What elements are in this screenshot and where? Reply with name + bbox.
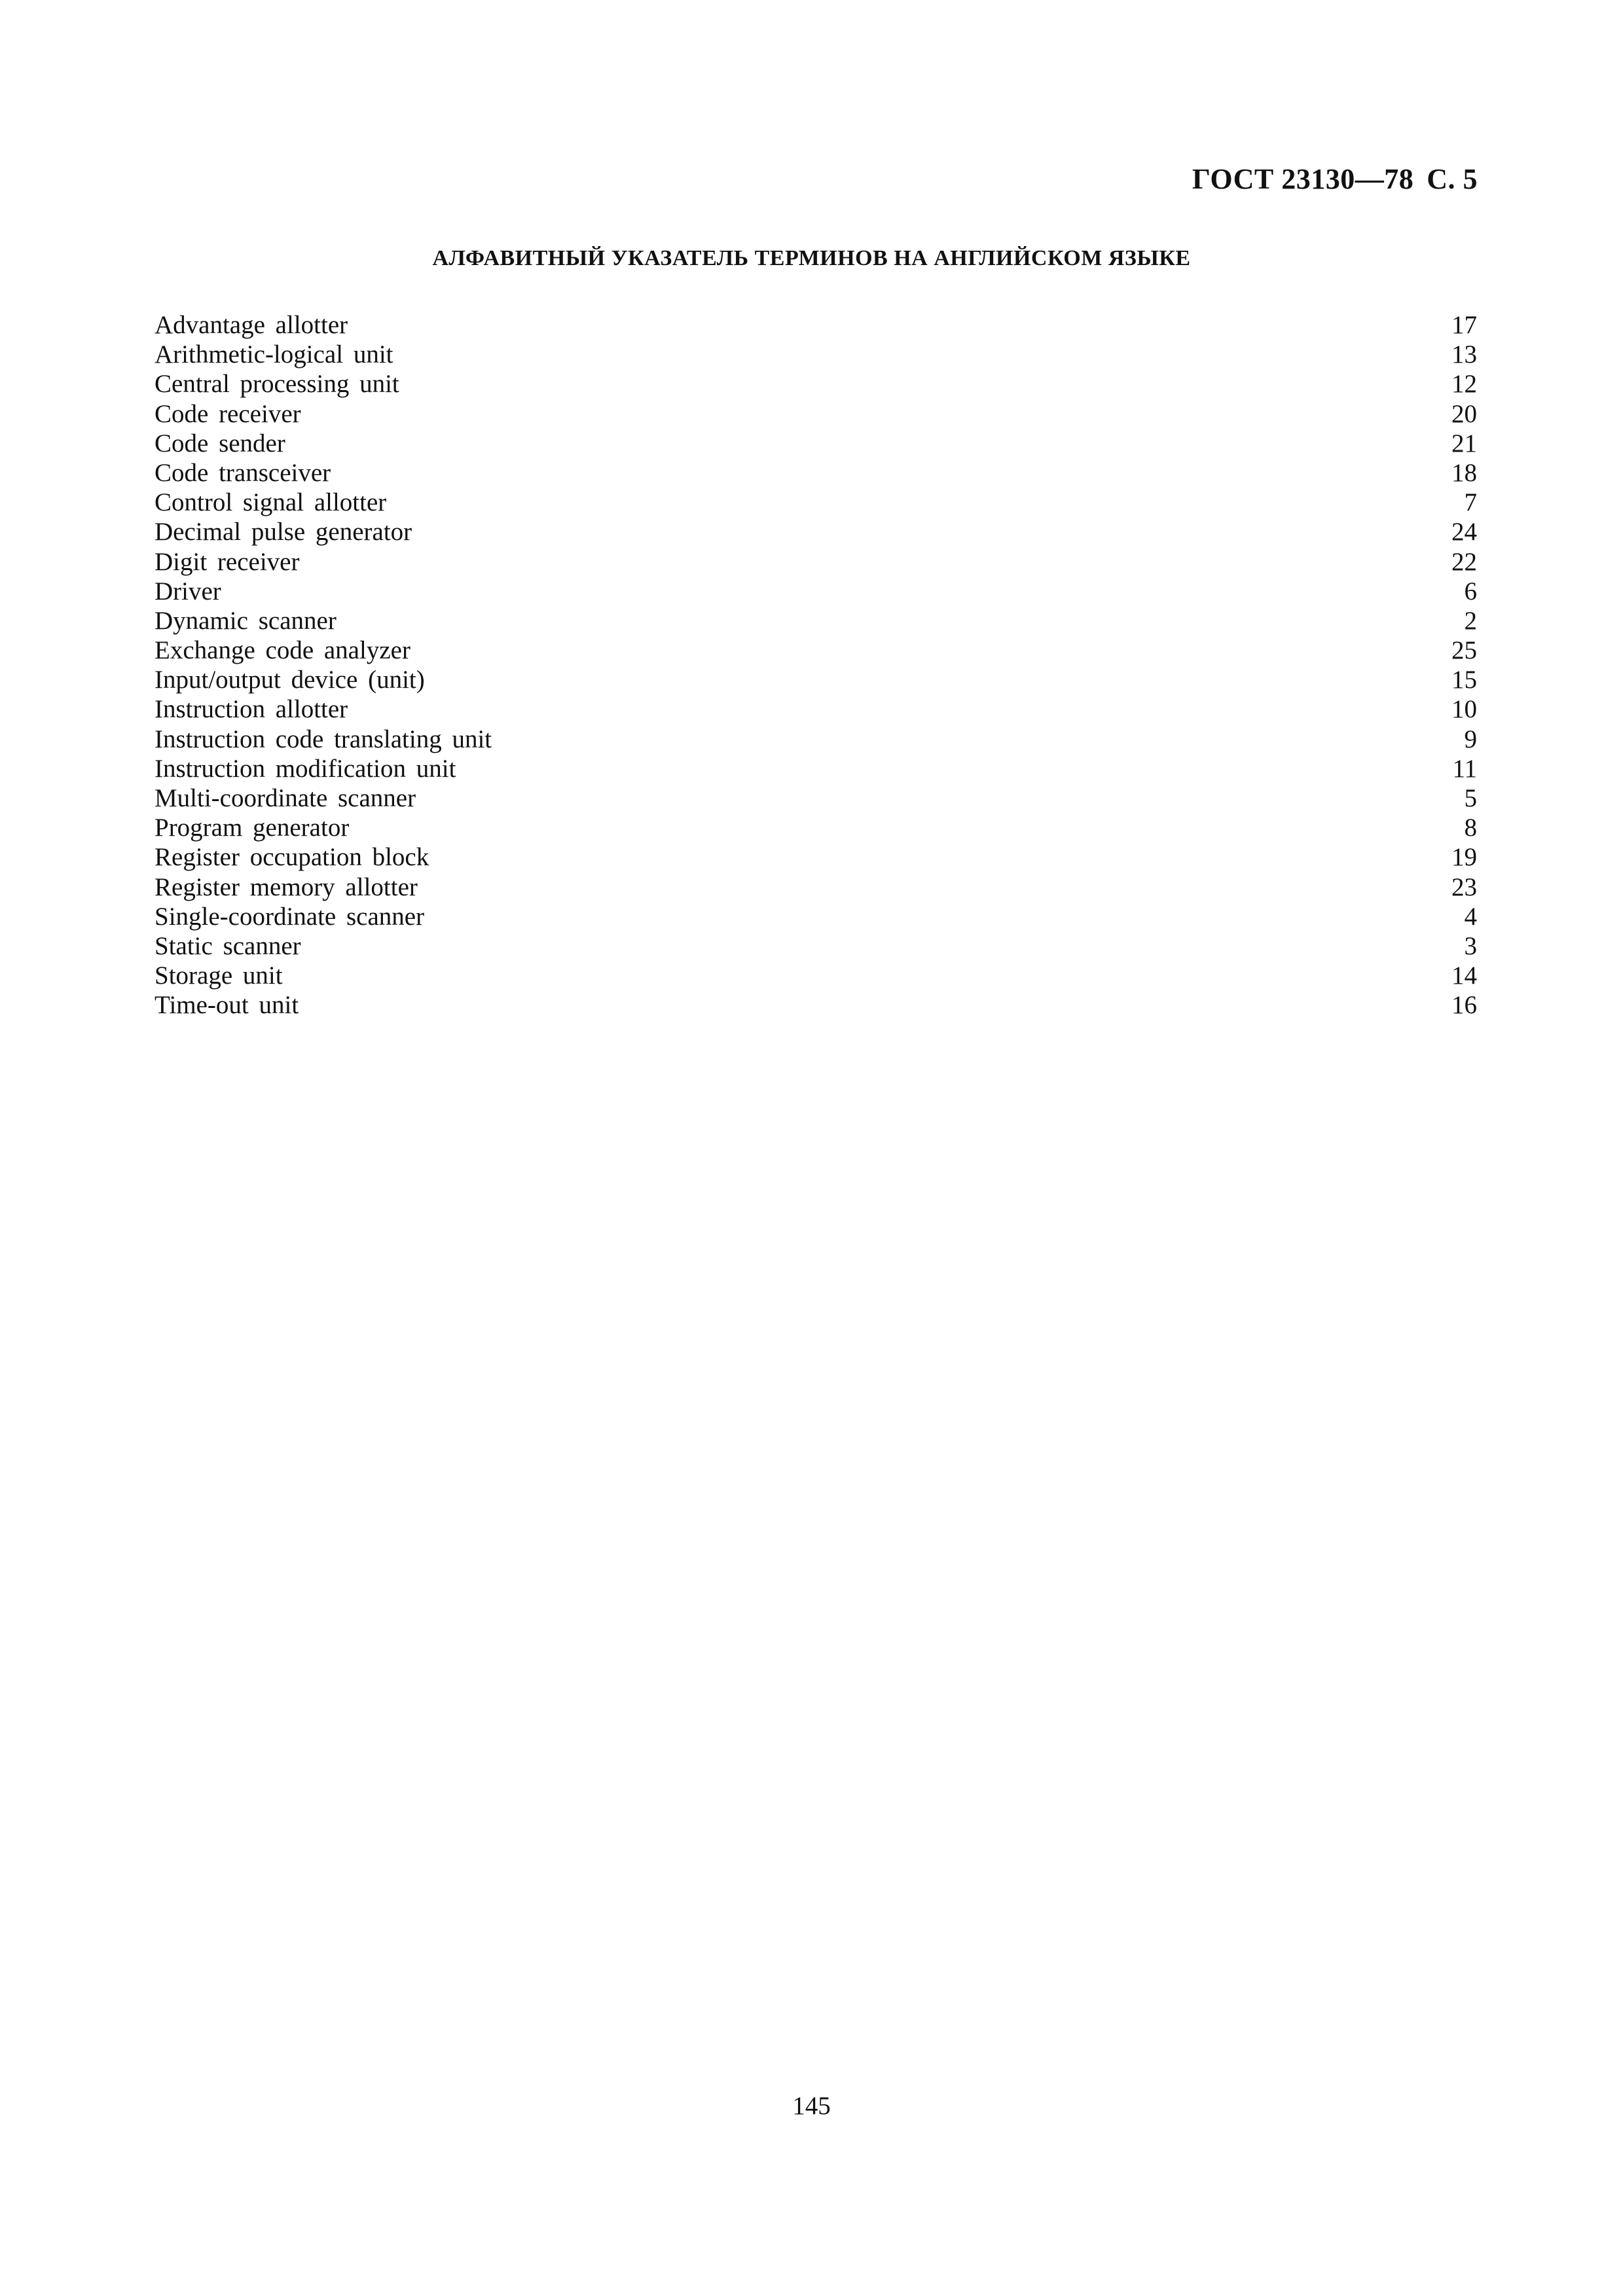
index-entry	[155, 458, 1477, 488]
entry-number: 13	[1451, 340, 1477, 369]
index-entry	[155, 842, 1477, 872]
entry-number: 21	[1451, 429, 1477, 457]
index-entry	[155, 725, 1477, 754]
entry-term: Driver	[155, 577, 221, 605]
index-entry	[155, 517, 1477, 547]
entry-number: 22	[1451, 547, 1477, 576]
entry-number: 3	[1464, 931, 1477, 960]
entry-number: 16	[1451, 991, 1477, 1020]
index-entry	[155, 902, 1477, 931]
entry-number: 23	[1451, 872, 1477, 901]
index-entry	[155, 931, 1477, 961]
entry-term: Storage unit	[155, 961, 283, 990]
term-index-list	[155, 310, 1477, 1020]
entry-term: Control signal allotter	[155, 488, 387, 517]
entry-term: Exchange code analyzer	[155, 636, 410, 665]
entry-term: Code sender	[155, 429, 285, 457]
entry-number: 14	[1451, 961, 1477, 990]
index-entry	[155, 636, 1477, 665]
entry-number: 5	[1464, 784, 1477, 812]
entry-term: Instruction code translating unit	[155, 725, 492, 753]
entry-number: 19	[1451, 843, 1477, 872]
index-entry	[155, 399, 1477, 429]
entry-term: Dynamic scanner	[155, 606, 337, 635]
index-title: АЛФАВИТНЫЙ УКАЗАТЕЛЬ ТЕРМИНОВ НА АНГЛИЙСКОМ ЯЗЫКЕ	[432, 246, 1191, 270]
entry-number: 12	[1451, 370, 1477, 399]
header-page-number: С. 5	[1427, 163, 1478, 195]
entry-number: 17	[1451, 311, 1477, 339]
entry-term: Time-out unit	[155, 991, 299, 1020]
entry-term: Program generator	[155, 814, 350, 842]
entry-term: Register memory allotter	[155, 872, 418, 901]
index-entry	[155, 872, 1477, 902]
index-entry	[155, 577, 1477, 606]
entry-number: 20	[1451, 399, 1477, 428]
index-entry	[155, 369, 1477, 399]
entry-term: Decimal pulse generator	[155, 518, 412, 547]
entry-term: Code receiver	[155, 399, 301, 428]
entry-number: 11	[1452, 754, 1477, 783]
entry-number: 18	[1451, 458, 1477, 487]
entry-term: Central processing unit	[155, 370, 399, 399]
entry-term: Single-coordinate scanner	[155, 902, 425, 931]
index-entry	[155, 961, 1477, 990]
index-entry	[155, 429, 1477, 458]
entry-number: 2	[1464, 606, 1477, 635]
index-entry	[155, 990, 1477, 1020]
entry-number: 9	[1464, 725, 1477, 753]
page-number: 145	[792, 2092, 831, 2120]
entry-term: Input/output device (unit)	[155, 666, 425, 694]
index-entry	[155, 665, 1477, 694]
entry-term: Register occupation block	[155, 843, 429, 872]
entry-term: Instruction modification unit	[155, 754, 456, 783]
entry-number: 10	[1451, 695, 1477, 724]
entry-term: Digit receiver	[155, 547, 300, 576]
entry-term: Static scanner	[155, 931, 301, 960]
index-entry	[155, 783, 1477, 813]
index-entry	[155, 606, 1477, 636]
index-entry	[155, 754, 1477, 783]
standard-designation: ГОСТ 23130—78	[1192, 163, 1414, 195]
entry-number: 24	[1451, 518, 1477, 547]
index-entry	[155, 694, 1477, 724]
entry-number: 8	[1464, 814, 1477, 842]
page-header	[1192, 162, 1478, 196]
entry-number: 4	[1464, 902, 1477, 931]
entry-term: Advantage allotter	[155, 311, 348, 339]
entry-number: 6	[1464, 577, 1477, 605]
entry-term: Arithmetic-logical unit	[155, 340, 393, 369]
entry-term: Code transceiver	[155, 458, 331, 487]
entry-term: Multi-coordinate scanner	[155, 784, 416, 812]
entry-number: 15	[1451, 666, 1477, 694]
entry-term: Instruction allotter	[155, 695, 348, 724]
index-entry	[155, 310, 1477, 340]
entry-number: 7	[1464, 488, 1477, 517]
entry-number: 25	[1451, 636, 1477, 665]
index-entry	[155, 813, 1477, 842]
index-entry	[155, 547, 1477, 577]
index-entry	[155, 488, 1477, 517]
index-entry	[155, 340, 1477, 369]
